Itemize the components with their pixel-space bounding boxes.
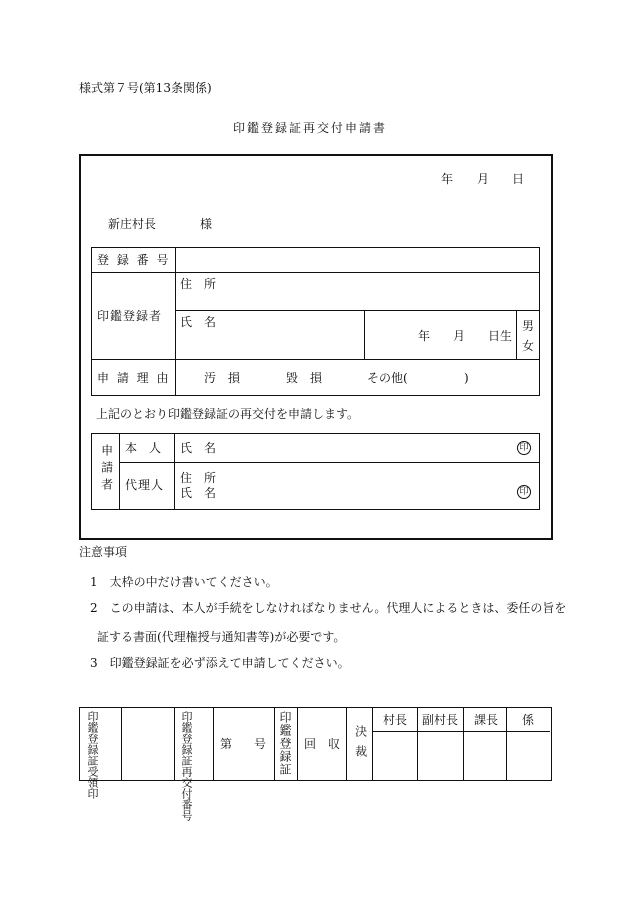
approver-staff-stamp[interactable]: [507, 732, 550, 779]
number-dai: 第: [220, 737, 233, 751]
registrant-name-label: 氏 名: [180, 315, 217, 329]
note-2: 2 この申請は、本人が手続をしなければなりません。代理人によるときは、委任の旨を: [90, 601, 567, 615]
addressee-honorific: 様: [200, 217, 213, 231]
reason-damaged[interactable]: 毀 損: [286, 371, 323, 385]
birth-month[interactable]: 月: [453, 329, 466, 343]
registrant-label: 印鑑登録者: [97, 309, 163, 323]
date-year[interactable]: 年: [441, 172, 454, 186]
reg-number-label: 登 録 番 号: [97, 253, 171, 267]
notes-heading: 注意事項: [79, 545, 128, 559]
reason-other-close: ): [464, 371, 469, 385]
birth-year[interactable]: 年: [418, 329, 431, 343]
number-go: 号: [254, 737, 267, 751]
approver-deputy: 副村長: [422, 713, 459, 727]
addressee-name: 新庄村長: [108, 217, 157, 231]
approver-head: 村長: [383, 713, 408, 727]
reason-dirty[interactable]: 汚 損: [204, 371, 241, 385]
note-2-cont: 証する書面(代理権授与通知書等)が必要です。: [97, 630, 346, 644]
page-title: 印鑑登録証再交付申請書: [233, 121, 388, 135]
registrant-address-label: 住 所: [180, 277, 217, 291]
cert-label: 印鑑登録証: [278, 711, 292, 776]
registrant-name-field[interactable]: [225, 311, 364, 359]
sex-female[interactable]: 女: [522, 339, 535, 353]
reason-other[interactable]: その他(: [367, 371, 408, 385]
applicant-proxy-label: 代理人: [125, 478, 165, 492]
approver-deputy-stamp[interactable]: [418, 732, 463, 779]
note-3: 3 印鑑登録証を必ず添えて申請してください。: [90, 656, 350, 670]
applicant-self-name-label: 氏 名: [180, 441, 217, 455]
applicant-self-name-field[interactable]: [225, 434, 510, 461]
approver-staff: 係: [522, 713, 535, 727]
collect-label: 回 収: [304, 737, 341, 751]
sex-male[interactable]: 男: [522, 319, 535, 333]
applicant-self-label: 本 人: [125, 441, 162, 455]
self-seal-icon: 印: [517, 441, 531, 455]
receipt-seal-label: 印鑑登録証受領印: [85, 711, 99, 799]
statement: 上記のとおり印鑑登録証の再交付を申請します。: [96, 407, 360, 421]
proxy-seal-icon: 印: [517, 485, 531, 499]
approver-section-chief: 課長: [474, 713, 499, 727]
note-1: 1 太枠の中だけ書いてください。: [90, 575, 278, 589]
applicant-label: 申請者: [99, 444, 114, 495]
receipt-seal-cell[interactable]: [122, 708, 174, 779]
reason-label: 申 請 理 由: [97, 371, 171, 385]
birth-day[interactable]: 日生: [488, 329, 513, 343]
applicant-proxy-name-label: 氏 名: [180, 486, 217, 500]
date-day[interactable]: 日: [512, 172, 525, 186]
registrant-address-field[interactable]: [225, 273, 538, 310]
applicant-proxy-address-label: 住 所: [180, 471, 217, 485]
applicant-proxy-field[interactable]: [225, 463, 510, 507]
reissue-number-label: 印鑑登録証再交付番号: [179, 711, 193, 821]
form-number: 様式第７号(第13条関係): [79, 81, 212, 95]
reg-number-field[interactable]: [176, 248, 538, 272]
approver-section-chief-stamp[interactable]: [464, 732, 506, 779]
date-month[interactable]: 月: [477, 172, 490, 186]
approver-head-stamp[interactable]: [373, 732, 417, 779]
approval-label: 決裁: [353, 725, 368, 765]
